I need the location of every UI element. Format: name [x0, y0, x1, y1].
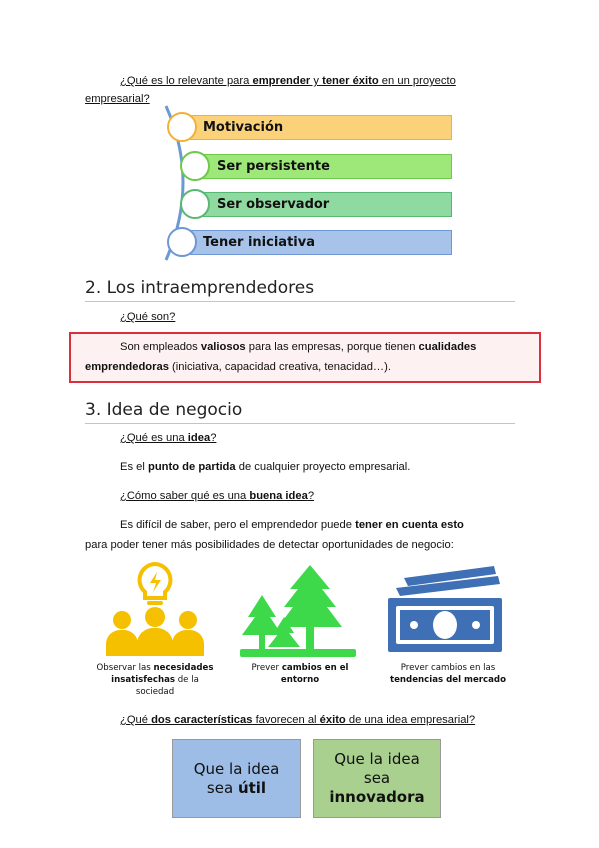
question-buena-idea: ¿Cómo saber qué es una buena idea? — [120, 490, 315, 502]
callout-line2: emprendedoras (iniciativa, capacidad creativa, tenacidad…). — [85, 361, 391, 373]
heading-idea-negocio: 3. Idea de negocio — [85, 400, 243, 420]
answer-idea: Es el punto de partida de cualquier proyecto empresarial. — [120, 461, 411, 473]
callout-line1: Son empleados valiosos para las empresas, porque tienen cualidades — [120, 341, 477, 353]
box-innovadora: Que la idea sea innovadora — [313, 739, 441, 818]
list-bullet-circle — [180, 151, 210, 181]
list-bullet-circle — [167, 227, 197, 257]
trees-icon — [240, 565, 356, 657]
list-bullet-circle — [180, 189, 210, 219]
question-relevance-line2: empresarial? — [85, 93, 150, 105]
question-relevance: ¿Qué es lo relevante para emprender y tener éxito en un proyecto — [120, 75, 456, 87]
list-bullet-circle — [167, 112, 197, 142]
box-util: Que la idea sea útil — [172, 739, 301, 818]
list-item-iniciativa: Tener iniciativa — [190, 230, 452, 255]
question-que-es-idea: ¿Qué es una idea? — [120, 432, 217, 444]
heading-rule — [85, 301, 515, 302]
money-icon — [386, 566, 504, 652]
answer-buena-idea-line2: para poder tener más posibilidades de detectar oportunidades de negocio: — [85, 539, 454, 551]
heading-intraemprendedores: 2. Los intraemprendedores — [85, 278, 315, 298]
heading-rule — [85, 423, 515, 424]
list-item-motivacion: Motivación — [190, 115, 452, 140]
question-que-son: ¿Qué son? — [120, 311, 176, 323]
caption-necesidades: Observar las necesidades insatisfechas de la sociedad — [96, 663, 214, 697]
list-item-persistente: Ser persistente — [200, 154, 452, 179]
caption-entorno: Prever cambios en el entorno — [251, 663, 349, 685]
list-item-observador: Ser observador — [200, 192, 452, 217]
people-lightbulb-icon — [100, 562, 210, 656]
caption-mercado: Prever cambios en las tendencias del mercado — [390, 663, 506, 685]
definition-callout — [69, 332, 541, 383]
question-caracteristicas: ¿Qué dos características favorecen al éxito de una idea empresarial? — [120, 714, 476, 726]
answer-buena-idea: Es difícil de saber, pero el emprendedor puede tener en cuenta esto — [120, 519, 464, 531]
